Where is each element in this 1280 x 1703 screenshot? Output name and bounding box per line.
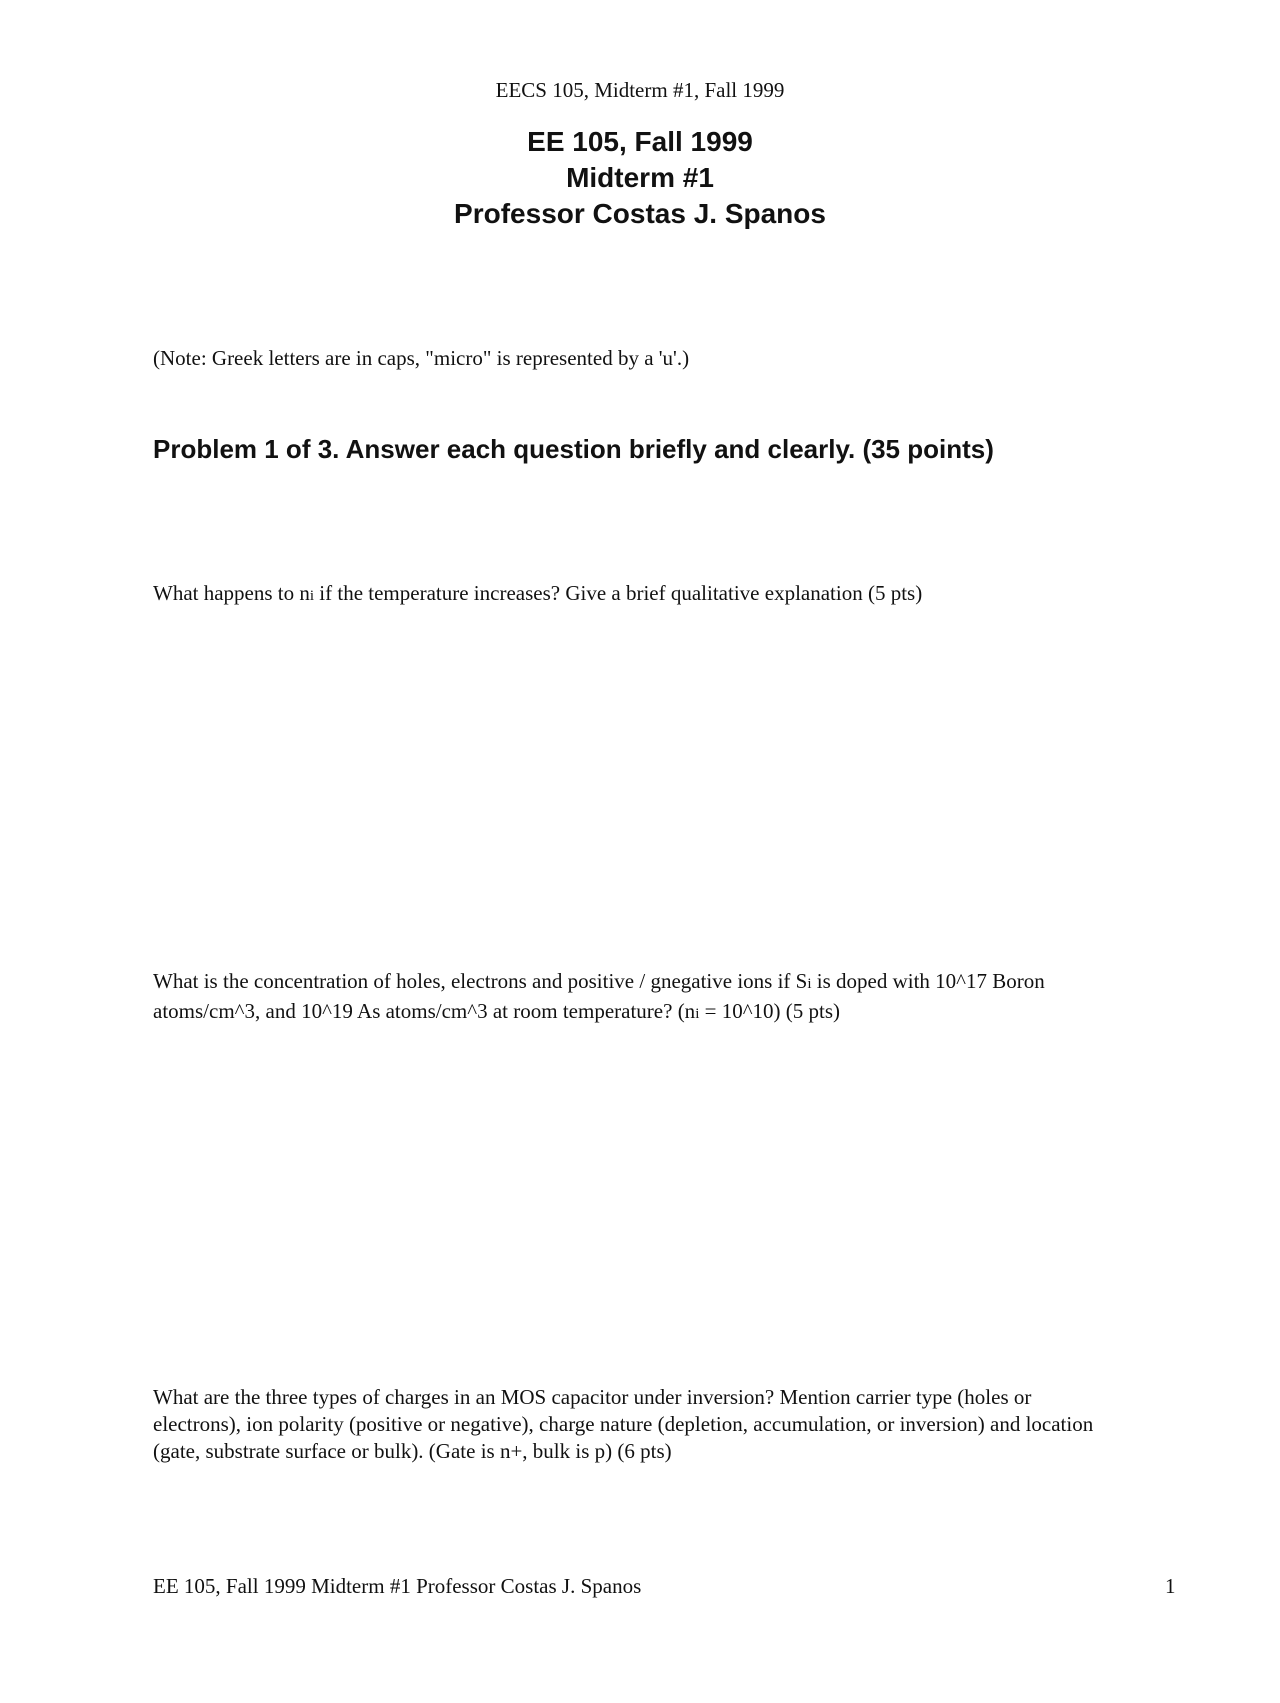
question-2-text-c: = 10^10) (5 pts) [699,999,841,1023]
professor-name: Professor Costas J. Spanos [454,198,826,229]
subscript-i: i [309,588,315,604]
footer-text: EE 105, Fall 1999 Midterm #1 Professor Costas J. Spanos [153,1574,642,1598]
page-number: 1 [1165,1574,1176,1598]
question-2-text-a: What is the concentration of holes, electrons and positive / gnegative ions if S [153,969,808,993]
question-2 [153,968,1113,1028]
question-2-text-b: is doped with 10^17 Boron atoms/cm^3, and 10^19 As atoms/cm^3 at room temperature? (n [153,969,1045,1023]
subscript-i: i [695,1006,700,1022]
question-1-text-a: What happens to n [153,581,310,605]
note: (Note: Greek letters are in caps, "micro" is represented by a 'u'.) [153,346,690,370]
subscript-i: i [807,976,812,992]
question-1 [153,580,1113,610]
problem-heading: Problem 1 of 3. Answer each question briefly and clearly. (35 points) [153,434,994,464]
question-3: What are the three types of charges in an MOS capacitor under inversion? Mention carrier type (holes or electrons), ion polarity (positive or negative), charge nature (depletion, accumulation, or inversion) and location (gate, substrate surface or bulk). (Gate is n+, bulk is p) (6 pts) [153,1385,1094,1463]
running-header: EECS 105, Midterm #1, Fall 1999 [495,78,785,102]
course-title: EE 105, Fall 1999 [527,126,753,157]
question-1-text-b: if the temperature increases? Give a brief qualitative explanation (5 pts) [314,581,923,605]
title-block [0,124,1280,232]
exam-title: Midterm #1 [566,162,714,193]
